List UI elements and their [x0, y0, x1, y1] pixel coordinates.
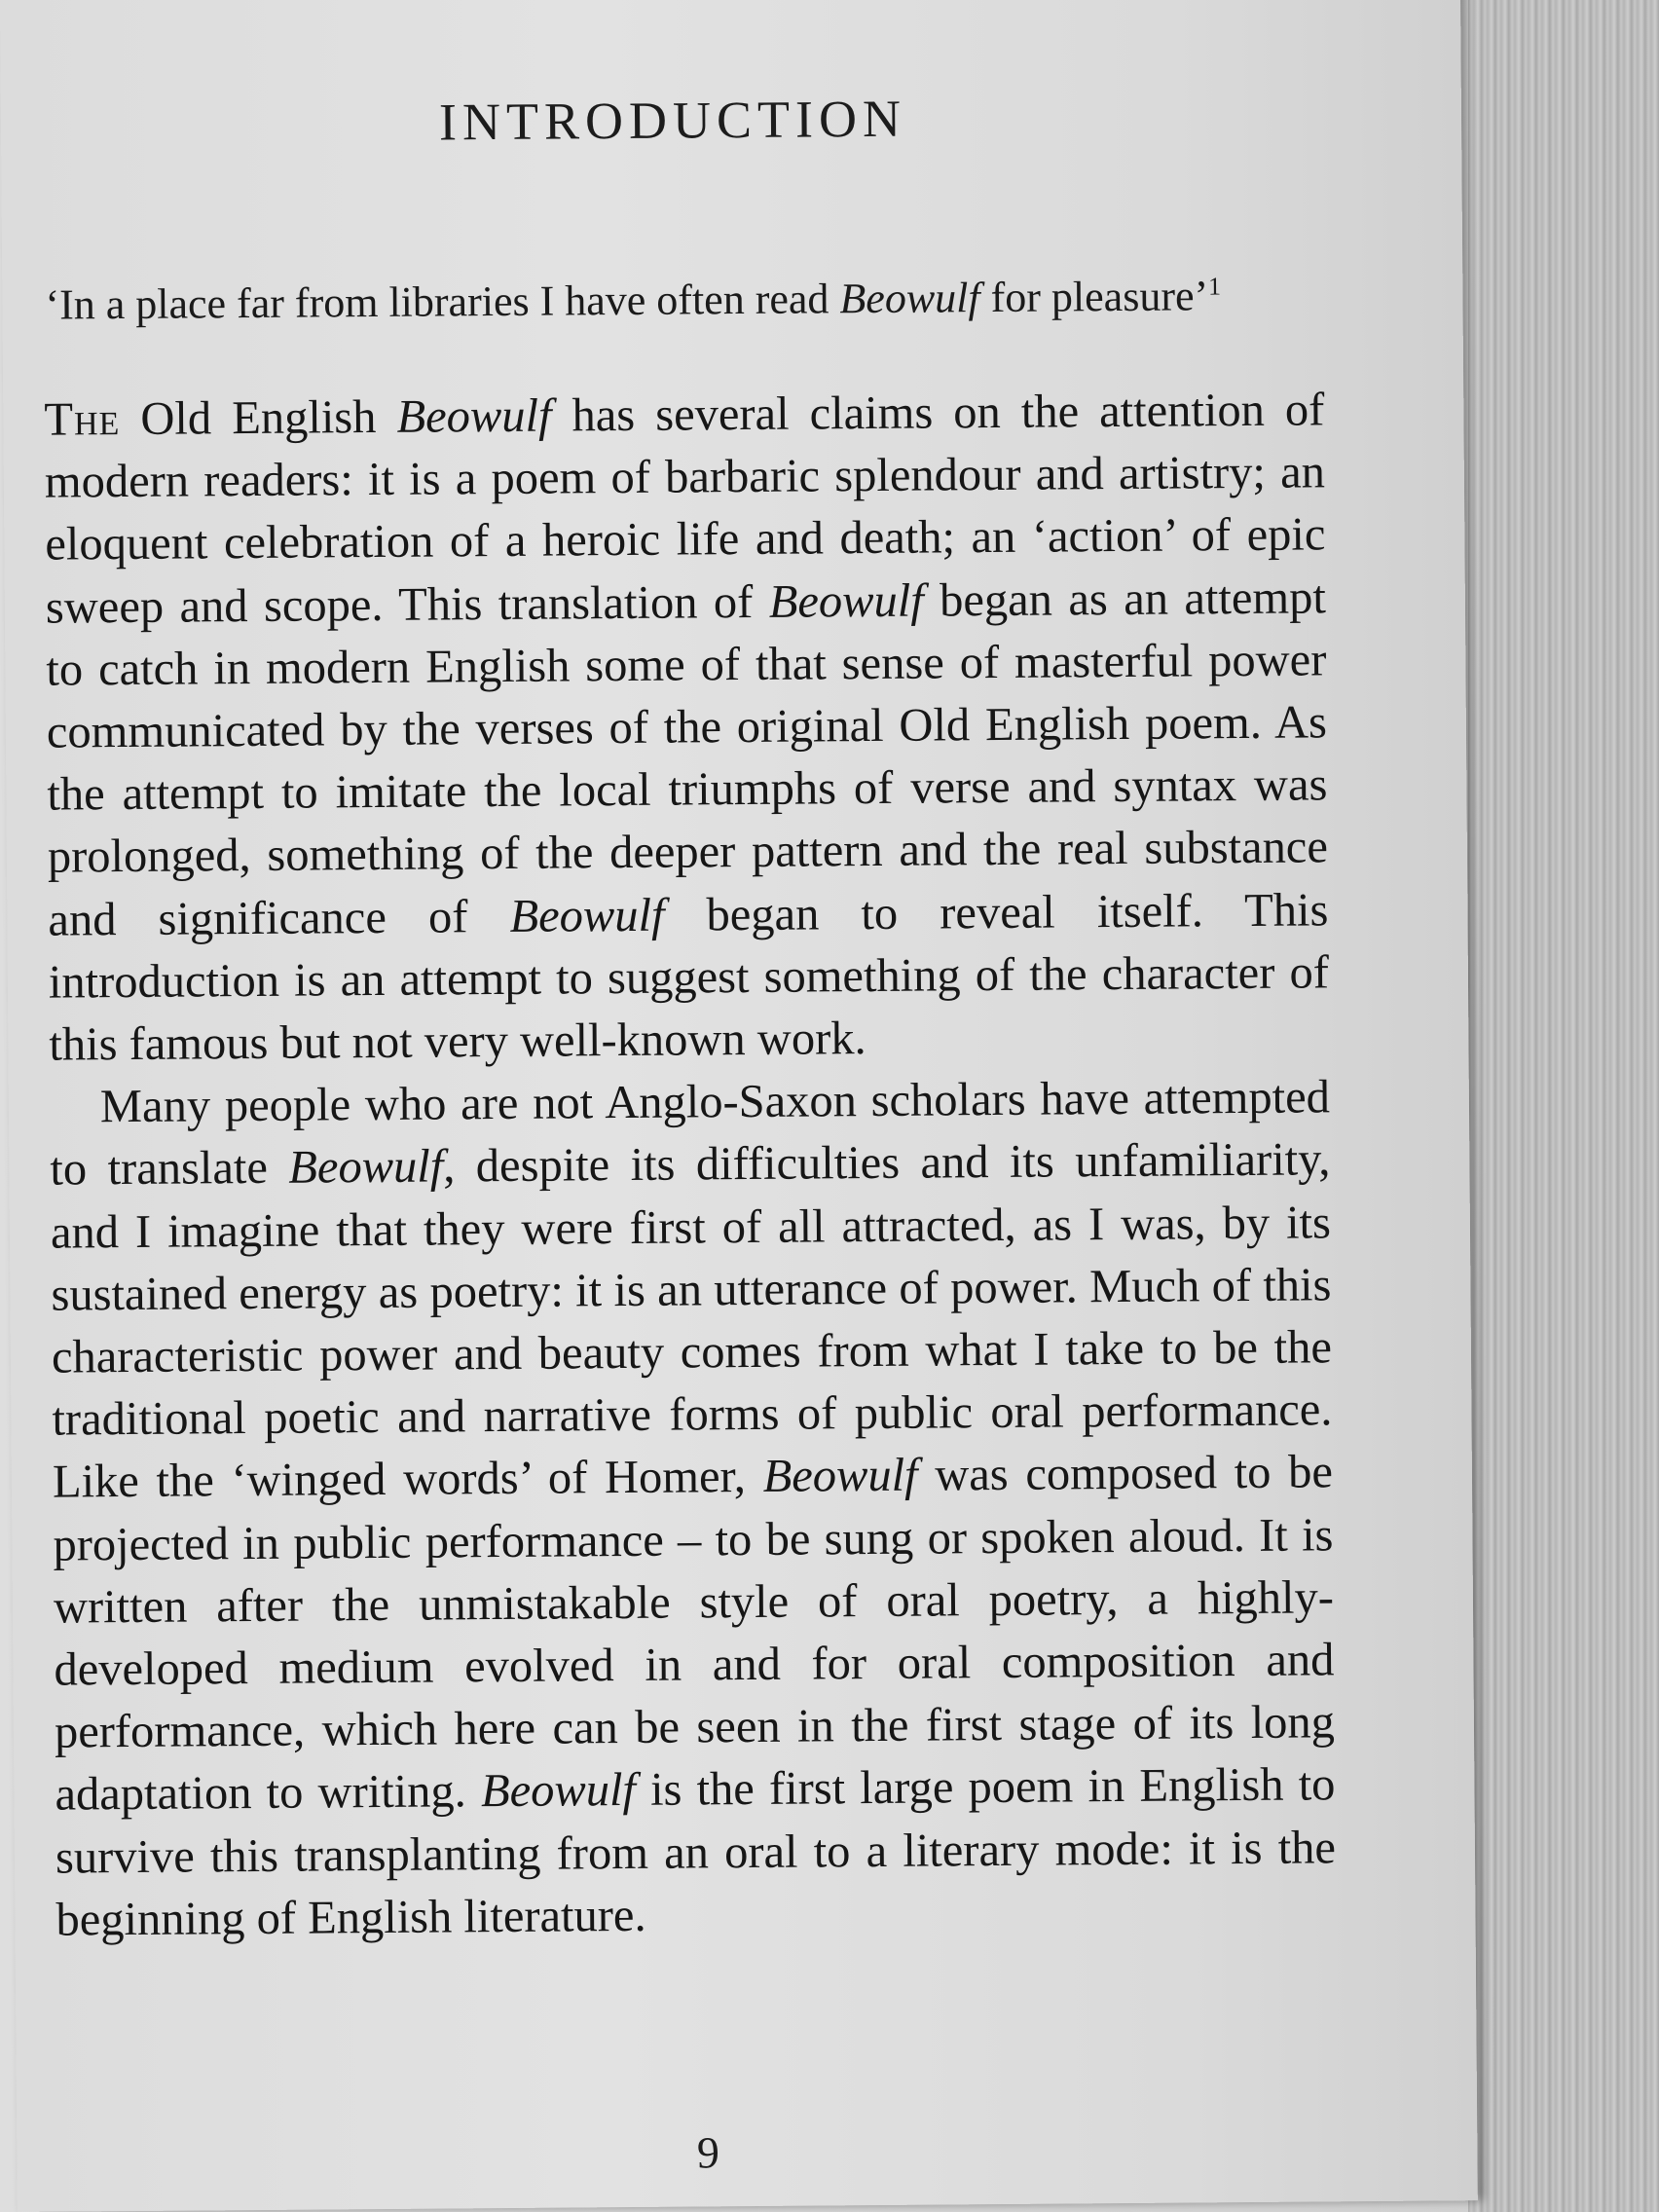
paragraph-1-text: Old English — [120, 390, 397, 446]
page-number: 9 — [696, 2127, 720, 2178]
epigraph — [45, 270, 1330, 329]
chapter-heading: INTRODUCTION — [438, 89, 907, 152]
paragraph-1-title: Beowulf — [396, 389, 552, 443]
paragraph-2-title: Beowulf — [480, 1764, 637, 1818]
epigraph-text: ‘In a place far from libraries I have often read — [45, 275, 840, 329]
paragraph-2-text: was composed to be projected in public performance – to be sung or spoken aloud. It is written after the unmistakable style of oral poetry, a highly-developed medium evolved in and for oral composition and performance, which here can be seen in the first stage of its long adaptation to writing. — [53, 1446, 1336, 1822]
paragraph-1-title: Beowulf — [768, 574, 924, 628]
paragraph-2-text: Many people who are not Anglo-Saxon scholars have attempted to translate — [50, 1071, 1331, 1197]
paragraph-lead: The — [44, 393, 121, 446]
paragraph-1-text: began as an attempt to catch in modern English some of that sense of masterful power communicated by the verses of the original Old English poem. As the attempt to imitate the local triumphs of verse and syntax was prolonged, something of the deeper pattern and the real substance and significance of — [46, 571, 1329, 946]
epigraph-text-end: for pleasure’ — [979, 272, 1209, 322]
paragraph-1 — [44, 379, 1330, 1077]
paragraph-2 — [50, 1067, 1337, 1952]
paragraph-2-title: Beowulf — [762, 1450, 918, 1503]
body-text — [44, 379, 1337, 1951]
page-edges — [1468, 0, 1659, 2212]
paragraph-2-text: , despite its difficulties and its unfamiliarity, and I imagine that they were first of all attracted, as I was, by its sustained energy as poetry: it is an utterance of power. Much of this characteristic power and beauty comes from what I take to be the traditional poetic and narrative forms of public oral performance. Like the ‘winged words’ of Homer, — [50, 1133, 1333, 1509]
paragraph-1-text: has several claims on the attention of modern readers: it is a poem of barbaric splendour and artistry; an eloquent celebration of a heroic life and death; an ‘action’ of epic sweep and scope. This translation of — [44, 384, 1326, 634]
paragraph-1-text: began to reveal itself. This introduction is an attempt to suggest something of the character of this famous but not very well-known work. — [48, 883, 1330, 1071]
epigraph-title: Beowulf — [839, 274, 980, 323]
paragraph-2-text: is the first large poem in English to survive this transplanting from an oral to a literary mode: it is the beginning of English literature. — [55, 1758, 1337, 1946]
footnote-marker: 1 — [1207, 272, 1222, 301]
paragraph-1-title: Beowulf — [509, 889, 665, 942]
paragraph-2-title: Beowulf — [288, 1140, 444, 1195]
